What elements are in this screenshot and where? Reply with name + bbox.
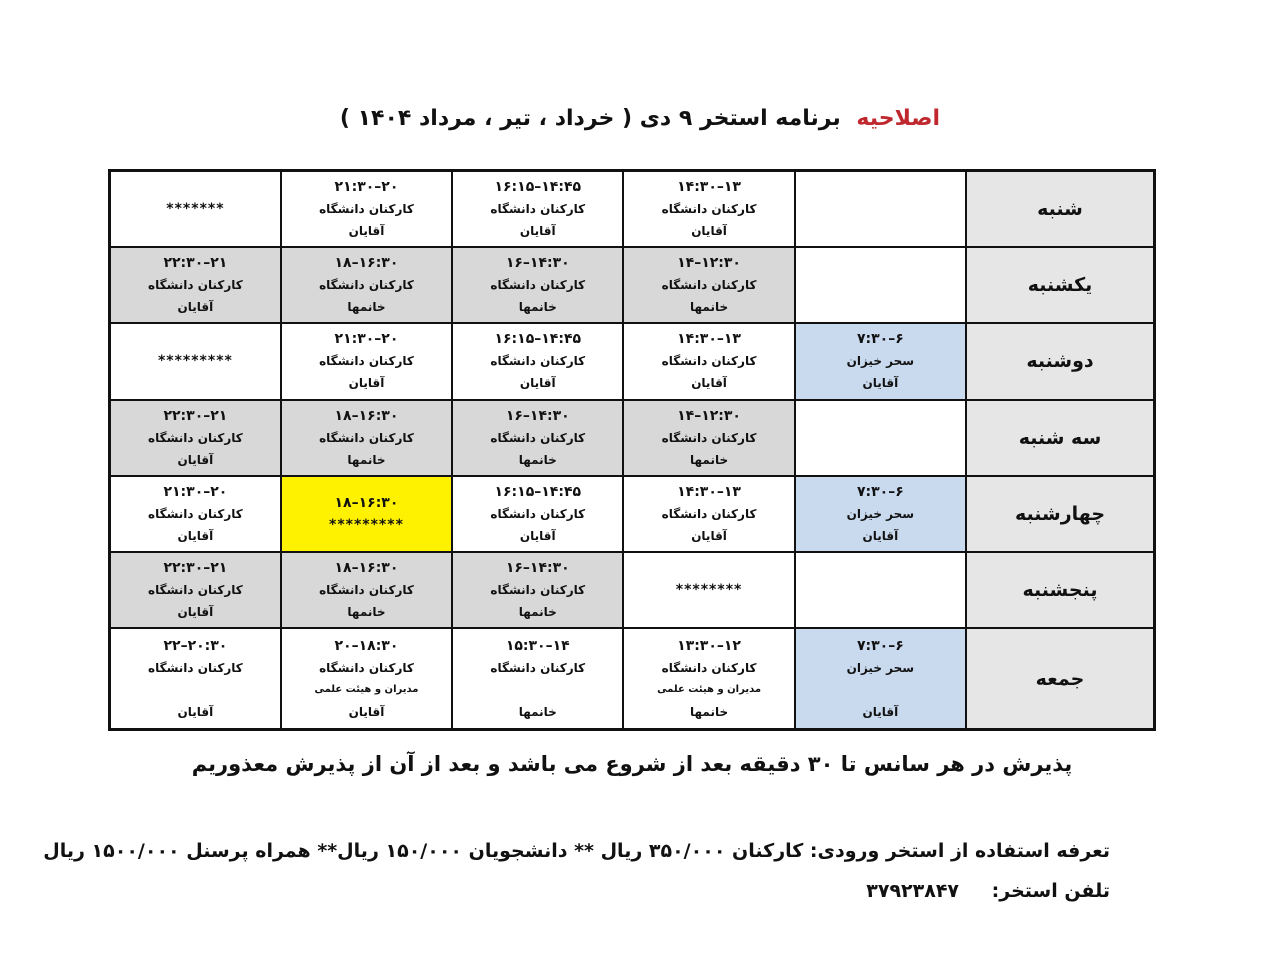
session-group: کارکنان دانشگاه — [490, 430, 586, 445]
session-time: ۱۴:۴۵–۱۶:۱۵ — [494, 331, 582, 348]
session-audience — [111, 679, 280, 701]
session-cell — [281, 400, 452, 476]
session-cell — [110, 171, 281, 248]
schedule-row — [110, 476, 1155, 552]
session-audience — [453, 679, 622, 701]
session-time: ۱۳–۱۴:۳۰ — [677, 331, 741, 348]
schedule-table — [108, 169, 1156, 731]
session-cell — [452, 628, 623, 729]
session-cell — [281, 323, 452, 399]
session-group: کارکنان دانشگاه — [661, 506, 757, 521]
phone-label: تلفن استخر: — [991, 880, 1110, 902]
session-group: کارکنان دانشگاه — [148, 430, 243, 445]
session-audience: خانمها — [689, 704, 729, 719]
session-cell — [452, 400, 623, 476]
session-group: کارکنان دانشگاه — [490, 354, 586, 369]
schedule-row — [110, 323, 1155, 399]
session-cell — [281, 628, 452, 729]
session-cell — [110, 247, 281, 323]
session-audience: مدیران و هیئت علمی — [314, 683, 419, 695]
session-group: کارکنان دانشگاه — [319, 202, 414, 217]
session-audience: خانمها — [689, 452, 729, 467]
session-time: ۱۴:۳۰–۱۶ — [505, 255, 570, 272]
session-time: ۲۰–۲۱:۳۰ — [334, 179, 399, 196]
session-cell — [110, 476, 281, 552]
session-time: ۱۴:۴۵–۱۶:۱۵ — [494, 179, 582, 196]
session-cell — [623, 628, 794, 729]
session-cell — [452, 171, 623, 248]
session-group: کارکنان دانشگاه — [490, 583, 586, 597]
session-cell — [795, 171, 966, 248]
session-group: کارکنان دانشگاه — [661, 660, 757, 675]
closed-marker: ******* — [166, 201, 225, 218]
session-audience: آقایان — [691, 224, 727, 239]
schedule-row — [110, 400, 1155, 476]
session-cell — [623, 247, 794, 323]
session-group: کارکنان دانشگاه — [148, 506, 243, 521]
session-cell — [795, 476, 966, 552]
session-cell — [795, 400, 966, 476]
session-cell — [110, 400, 281, 476]
session-cell — [281, 552, 452, 628]
closed-marker: ********* — [157, 353, 233, 370]
tariff-text: تعرفه استفاده از استخر ورودی: کارکنان ۳۵۰/۰۰۰ ریال ** دانشجویان ۱۵۰/۰۰۰ ریال** همراه پرسنل ۱۵۰۰/۰۰۰ ریال — [43, 840, 1110, 862]
session-cell — [795, 247, 966, 323]
session-time: ۲۰–۲۱:۳۰ — [334, 331, 399, 348]
session-time: ۶–۷:۳۰ — [856, 331, 904, 348]
day-name: یکشنبه — [966, 247, 1155, 323]
day-name: دوشنبه — [966, 323, 1155, 399]
session-time: ۲۰:۳۰–۲۲ — [163, 637, 228, 654]
session-time: ۱۳–۱۴:۳۰ — [677, 483, 741, 500]
session-audience: آقایان — [519, 528, 556, 543]
session-cell — [795, 628, 966, 729]
session-group: کارکنان دانشگاه — [319, 354, 414, 369]
session-time: ۲۱–۲۲:۳۰ — [163, 255, 228, 272]
session-cell — [623, 323, 794, 399]
session-time: ۶–۷:۳۰ — [856, 483, 904, 500]
admission-note: پذیرش در هر سانس تا ۳۰ دقیقه بعد از شروع می باشد و بعد از آن از پذیرش معذوریم — [191, 752, 1073, 776]
session-time: ۱۶:۳۰–۱۸ — [334, 560, 399, 576]
session-audience: مدیران و هیئت علمی — [657, 683, 762, 695]
session-group: کارکنان دانشگاه — [661, 202, 757, 217]
session-audience: آقایان — [862, 376, 899, 391]
session-audience: آقایان — [177, 528, 214, 543]
session-audience: آقایان — [177, 704, 214, 719]
session-audience: خانمها — [689, 300, 729, 315]
session-time: ۱۳–۱۴:۳۰ — [677, 179, 741, 196]
session-audience: آقایان — [348, 376, 385, 391]
session-cell — [110, 323, 281, 399]
session-group: کارکنان دانشگاه — [148, 660, 243, 675]
session-audience: آقایان — [862, 704, 899, 719]
session-time: ۱۶:۳۰–۱۸ — [334, 255, 399, 272]
session-cell — [452, 552, 623, 628]
session-audience: خانمها — [518, 300, 557, 315]
session-cell — [623, 552, 794, 628]
phone-line — [866, 880, 1110, 902]
session-time: ۲۱–۲۲:۳۰ — [163, 407, 228, 424]
session-audience: آقایان — [177, 605, 214, 619]
session-group: کارکنان دانشگاه — [490, 660, 586, 675]
closed-marker: ******** — [675, 582, 743, 598]
session-time: ۱۶:۳۰–۱۸ — [334, 494, 399, 511]
session-cell — [281, 171, 452, 248]
session-group: سحر خیزان — [846, 660, 915, 675]
session-audience: خانمها — [347, 300, 386, 315]
day-name: پنجشنبه — [966, 552, 1155, 628]
session-cell — [795, 552, 966, 628]
session-audience: آقایان — [348, 224, 385, 239]
session-audience: خانمها — [518, 704, 557, 719]
session-cell — [452, 247, 623, 323]
session-time: ۱۴–۱۵:۳۰ — [505, 637, 570, 654]
session-cell — [110, 628, 281, 729]
session-group: کارکنان دانشگاه — [661, 430, 757, 445]
session-time: ۱۸:۳۰–۲۰ — [334, 637, 399, 654]
session-audience — [796, 679, 965, 701]
session-cell — [623, 400, 794, 476]
session-group: کارکنان دانشگاه — [319, 660, 414, 675]
session-time: ۱۴:۴۵–۱۶:۱۵ — [494, 483, 582, 500]
session-cell — [623, 476, 794, 552]
day-name: جمعه — [966, 628, 1155, 729]
session-group: کارکنان دانشگاه — [490, 506, 586, 521]
session-cell — [795, 323, 966, 399]
session-audience: آقایان — [691, 376, 727, 391]
session-group: کارکنان دانشگاه — [148, 278, 243, 293]
schedule-row — [110, 247, 1155, 323]
title-text: برنامه استخر ۹ دی ( خرداد ، تیر ، مرداد ۱۴۰۴ ) — [339, 106, 841, 131]
correction-label: اصلاحیه — [856, 106, 941, 131]
session-group: سحر خیزان — [846, 506, 915, 521]
session-time: ۲۰–۲۱:۳۰ — [163, 483, 228, 500]
session-audience: خانمها — [518, 452, 557, 467]
session-audience: خانمها — [347, 452, 386, 467]
session-audience: خانمها — [518, 605, 557, 619]
session-time: ۱۴:۳۰–۱۶ — [505, 407, 570, 424]
schedule-row — [110, 171, 1155, 248]
session-audience: آقایان — [177, 452, 214, 467]
phone-number: ۳۷۹۲۳۸۴۷ — [866, 880, 960, 902]
session-time: ۶–۷:۳۰ — [856, 637, 904, 654]
session-audience: آقایان — [348, 704, 385, 719]
session-audience: آقایان — [519, 224, 556, 239]
session-cell — [281, 476, 452, 552]
session-group: کارکنان دانشگاه — [319, 278, 414, 293]
session-audience: آقایان — [519, 376, 556, 391]
session-audience: خانمها — [347, 605, 386, 619]
session-group: سحر خیزان — [846, 354, 915, 369]
page-title — [0, 106, 1280, 131]
session-group: کارکنان دانشگاه — [661, 278, 757, 293]
day-name: شنبه — [966, 171, 1155, 248]
session-group: کارکنان دانشگاه — [661, 354, 757, 369]
session-cell — [623, 171, 794, 248]
session-time: ۱۶:۳۰–۱۸ — [334, 407, 399, 424]
session-group: کارکنان دانشگاه — [148, 583, 243, 597]
session-time: ۱۲–۱۳:۳۰ — [677, 637, 741, 654]
closed-marker: ********* — [329, 516, 404, 533]
session-time: ۱۲:۳۰–۱۴ — [677, 407, 741, 424]
session-cell — [110, 552, 281, 628]
session-time: ۱۲:۳۰–۱۴ — [677, 255, 741, 272]
schedule-row — [110, 552, 1155, 628]
session-group: کارکنان دانشگاه — [319, 430, 414, 445]
session-time: ۲۱–۲۲:۳۰ — [163, 560, 228, 576]
session-time: ۱۴:۳۰–۱۶ — [505, 560, 570, 576]
session-audience: آقایان — [862, 528, 899, 543]
session-cell — [281, 247, 452, 323]
session-group: کارکنان دانشگاه — [490, 202, 586, 217]
session-group: کارکنان دانشگاه — [490, 278, 586, 293]
day-name: سه شنبه — [966, 400, 1155, 476]
day-name: چهارشنبه — [966, 476, 1155, 552]
schedule-body — [110, 171, 1155, 730]
session-cell — [452, 476, 623, 552]
session-audience: آقایان — [691, 528, 727, 543]
session-group: کارکنان دانشگاه — [319, 583, 414, 597]
session-cell — [452, 323, 623, 399]
schedule-row — [110, 628, 1155, 729]
session-audience: آقایان — [177, 300, 214, 315]
